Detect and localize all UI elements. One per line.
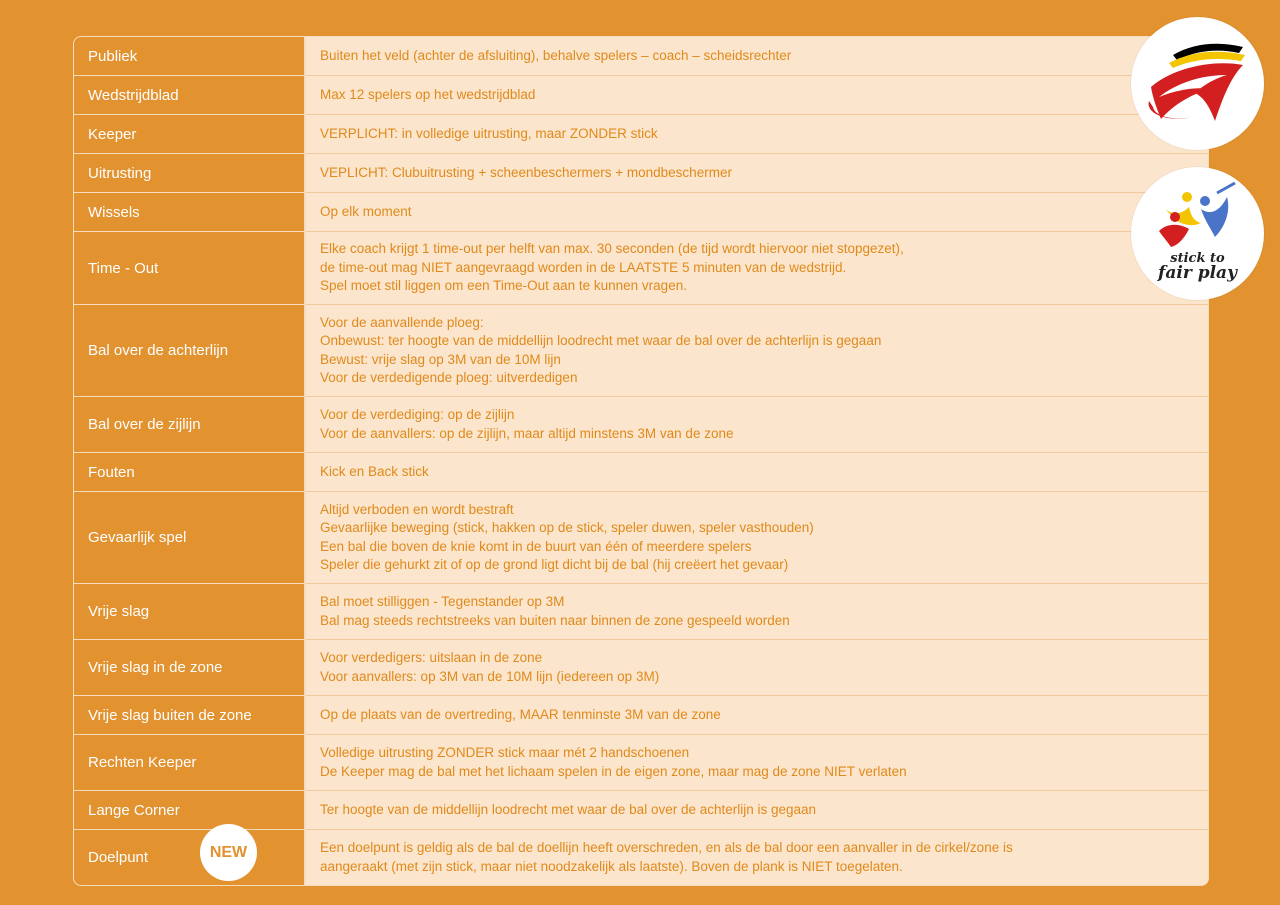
- row-value: [306, 791, 1208, 829]
- row-value: [306, 735, 1208, 790]
- row-label: Fouten: [74, 453, 306, 492]
- value-line: Een bal die boven de knie komt in de buurt van één of meerdere spelers: [320, 538, 752, 554]
- value-line: Voor de verdediging: op de zijlijn: [320, 407, 515, 422]
- value-line: Bal mag steeds rechtstreeks van buiten naar binnen de zone gespeeld worden: [320, 612, 790, 628]
- table-row: [74, 696, 1208, 735]
- fair-play-text: stick to fair play: [1158, 251, 1237, 283]
- value-line: De Keeper mag de bal met het lichaam spelen in de eigen zone, maar mag de zone NIET verlaten: [320, 763, 907, 779]
- table-row: [74, 305, 1208, 397]
- row-value: [306, 115, 1208, 153]
- value-line: Een doelpunt is geldig als de bal de doellijn heeft overschreden, en als de bal door een aanvaller in de cirkel/zone is: [320, 840, 1013, 855]
- row-value: [306, 193, 1208, 231]
- row-label: Bal over de achterlijn: [74, 305, 306, 397]
- value-line: Spel moet stil liggen om een Time-Out aan te kunnen vragen.: [320, 278, 687, 294]
- table-row: [74, 37, 1208, 76]
- value-line: Speler die gehurkt zit of op de grond ligt dicht bij de bal (hij creëert het gevaar): [320, 557, 789, 572]
- row-label: Vrije slag buiten de zone: [74, 696, 306, 735]
- row-value: [306, 76, 1208, 114]
- row-label: Uitrusting: [74, 154, 306, 193]
- value-line: de time-out mag NIET aangevraagd worden in de LAATSTE 5 minuten van de wedstrijd.: [320, 259, 847, 275]
- value-line: VEPLICHT: Clubuitrusting + scheenbeschermers + mondbeschermer: [320, 164, 732, 180]
- rules-table: [73, 36, 1209, 886]
- row-label: Publiek: [74, 37, 306, 76]
- value-line: Voor de verdedigende ploeg: uitverdedigen: [320, 370, 578, 385]
- value-line: Onbewust: ter hoogte van de middellijn loodrecht met waar de bal over de achterlijn is gegaan: [320, 333, 882, 348]
- value-line: Voor de aanvallende ploeg:: [320, 314, 484, 330]
- federation-logo: [1131, 17, 1264, 150]
- value-line: Op elk moment: [320, 203, 412, 219]
- row-value: [306, 830, 1208, 885]
- value-line: Max 12 spelers op het wedstrijdblad: [320, 86, 536, 102]
- row-label: Time - Out: [74, 232, 306, 305]
- row-label: Vrije slag: [74, 584, 306, 640]
- new-badge: NEW: [200, 824, 257, 881]
- row-label: Wedstrijdblad: [74, 76, 306, 115]
- row-label: Rechten Keeper: [74, 735, 306, 791]
- table-row: [74, 193, 1208, 232]
- table-row: [74, 640, 1208, 696]
- value-line: Op de plaats van de overtreding, MAAR tenminste 3M van de zone: [320, 706, 721, 722]
- row-value: [306, 154, 1208, 192]
- row-label: Keeper: [74, 115, 306, 154]
- row-value: [306, 37, 1208, 75]
- table-row: [74, 492, 1208, 584]
- row-value: [306, 397, 1208, 452]
- row-label: Bal over de zijlijn: [74, 397, 306, 453]
- fair-play-logo: [1131, 167, 1264, 300]
- value-line: Ter hoogte van de middellijn loodrecht met waar de bal over de achterlijn is gegaan: [320, 801, 817, 817]
- table-row: [74, 584, 1208, 640]
- row-value: [306, 492, 1208, 583]
- row-label: Wissels: [74, 193, 306, 232]
- table-row: [74, 735, 1208, 791]
- value-line: Elke coach krijgt 1 time-out per helft van max. 30 seconden (de tijd wordt hiervoor niet stopgezet),: [320, 241, 904, 257]
- value-line: Buiten het veld (achter de afsluiting), behalve spelers – coach – scheidsrechter: [320, 47, 792, 63]
- value-line: aangeraakt (met zijn stick, maar niet noodzakelijk als laatste). Boven de plank is NIET toegelaten.: [320, 858, 903, 874]
- value-line: Gevaarlijke beweging (stick, hakken op de stick, speler duwen, speler vasthouden): [320, 520, 814, 535]
- table-row: [74, 232, 1208, 305]
- table-row: [74, 115, 1208, 154]
- row-label: Doelpunt: [74, 830, 306, 886]
- value-line: VERPLICHT: in volledige uitrusting, maar ZONDER stick: [320, 125, 658, 141]
- value-line: Bal moet stilliggen - Tegenstander op 3M: [320, 594, 565, 609]
- row-value: [306, 584, 1208, 639]
- row-value: [306, 305, 1208, 396]
- table-row: [74, 397, 1208, 453]
- row-label: Gevaarlijk spel: [74, 492, 306, 584]
- row-label: Lange Corner: [74, 791, 306, 830]
- value-line: Voor aanvallers: op 3M van de 10M lijn (iedereen op 3M): [320, 668, 660, 684]
- value-line: Voor verdedigers: uitslaan in de zone: [320, 650, 543, 665]
- value-line: Altijd verboden en wordt bestraft: [320, 501, 514, 517]
- row-value: [306, 453, 1208, 491]
- federation-logo-icon: [1131, 17, 1264, 150]
- table-row: [74, 76, 1208, 115]
- table-row: [74, 453, 1208, 492]
- row-label: Vrije slag in de zone: [74, 640, 306, 696]
- row-value: [306, 696, 1208, 734]
- value-line: Kick en Back stick: [320, 463, 429, 479]
- value-line: Bewust: vrije slag op 3M van de 10M lijn: [320, 351, 561, 367]
- table-row: [74, 154, 1208, 193]
- value-line: Volledige uitrusting ZONDER stick maar mét 2 handschoenen: [320, 745, 690, 760]
- value-line: Voor de aanvallers: op de zijlijn, maar altijd minstens 3M van de zone: [320, 425, 734, 441]
- row-value: [306, 232, 1208, 304]
- table-row: [74, 791, 1208, 830]
- row-value: [306, 640, 1208, 695]
